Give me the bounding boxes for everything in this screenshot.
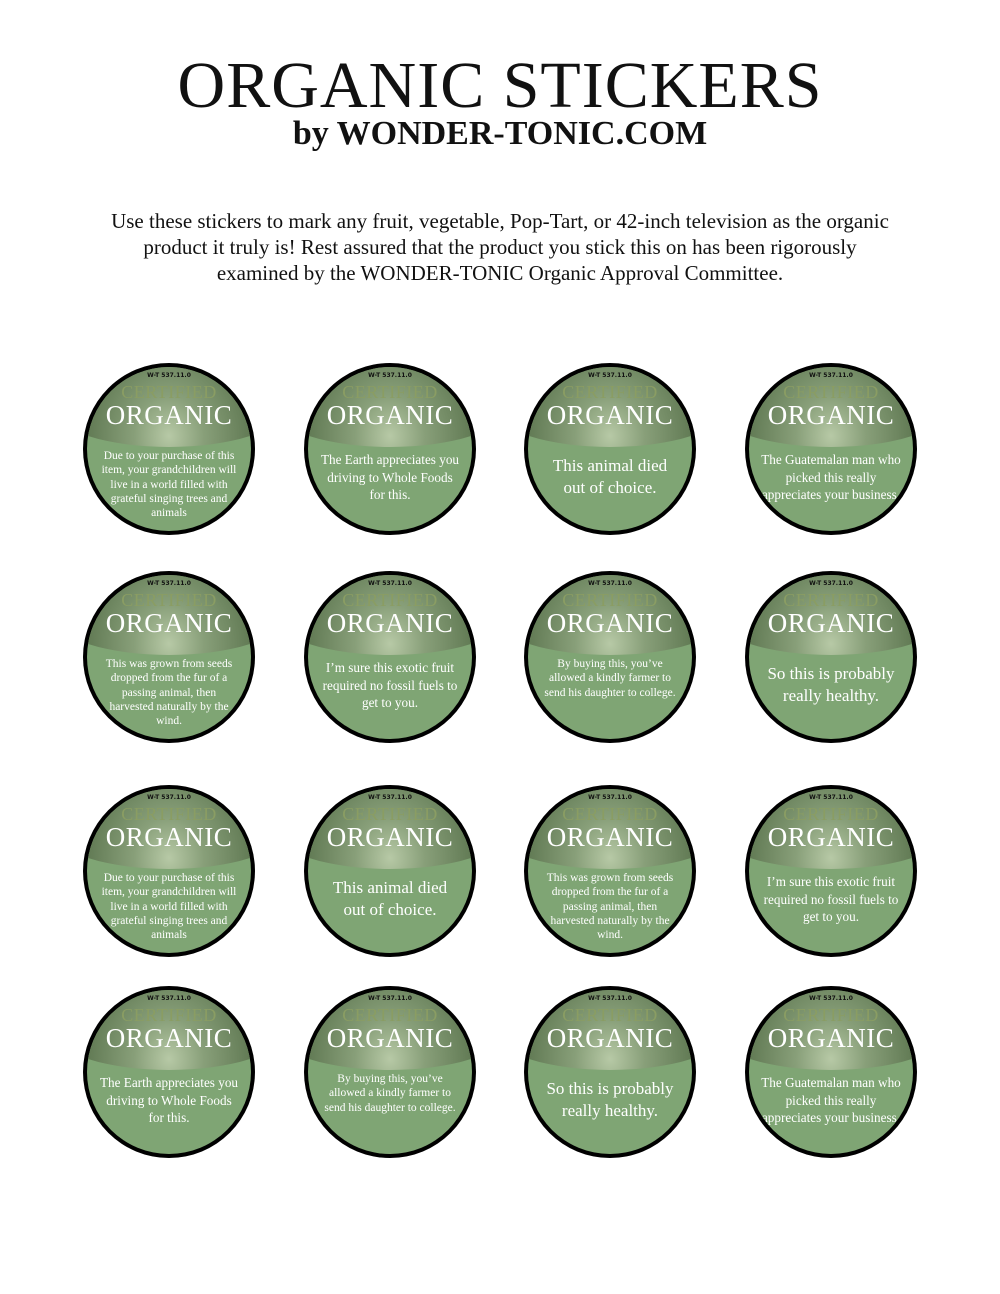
sticker-code: W-T 537.11.0 — [588, 580, 632, 587]
sticker — [524, 363, 696, 535]
sticker-certified: CERTIFIED — [783, 1005, 879, 1025]
sticker-message: This animal died out of choice. — [552, 456, 668, 497]
sticker-certified: CERTIFIED — [783, 590, 879, 610]
sticker-certified: CERTIFIED — [121, 382, 217, 402]
sticker — [83, 986, 255, 1158]
sticker-certified: CERTIFIED — [783, 382, 879, 402]
sticker-code: W-T 537.11.0 — [809, 794, 853, 801]
sticker-code: W-T 537.11.0 — [147, 995, 191, 1002]
sticker-message: Due to your purchase of this item, your grandchildren will live in a world filled with grateful singing trees and animals — [101, 872, 237, 942]
sticker-organic: ORGANIC — [546, 822, 674, 852]
sticker-organic: ORGANIC — [767, 400, 895, 430]
sticker-certified: CERTIFIED — [121, 804, 217, 824]
sticker — [83, 363, 255, 535]
sticker-code: W-T 537.11.0 — [368, 995, 412, 1002]
sticker-code: W-T 537.11.0 — [809, 995, 853, 1002]
sticker-code: W-T 537.11.0 — [147, 372, 191, 379]
sticker-certified: CERTIFIED — [562, 804, 658, 824]
sticker-code: W-T 537.11.0 — [588, 372, 632, 379]
page-subtitle: by WONDER-TONIC.COM — [292, 115, 708, 152]
sticker-code: W-T 537.11.0 — [588, 995, 632, 1002]
sticker-code: W-T 537.11.0 — [809, 372, 853, 379]
sticker-organic: ORGANIC — [546, 608, 674, 638]
sticker — [524, 785, 696, 957]
sticker — [745, 785, 917, 957]
sticker-message: The Earth appreciates you driving to Whole Foods for this. — [99, 1075, 239, 1125]
sticker-organic: ORGANIC — [326, 822, 454, 852]
sticker-certified: CERTIFIED — [342, 590, 438, 610]
sticker-message: This was grown from seeds dropped from the fur of a passing animal, then harvested naturally by the wind. — [105, 658, 233, 728]
sticker-message: This animal died out of choice. — [332, 878, 448, 919]
sticker-code: W-T 537.11.0 — [368, 372, 412, 379]
sticker-message: The Guatemalan man who picked this really appreciates your business. — [761, 1075, 901, 1125]
sticker-code: W-T 537.11.0 — [809, 580, 853, 587]
sticker-message: So this is probably really healthy. — [546, 1079, 674, 1120]
sticker-organic: ORGANIC — [767, 822, 895, 852]
sticker-organic: ORGANIC — [546, 1023, 674, 1053]
page-title: ORGANIC STICKERS — [177, 49, 823, 122]
sticker-organic: ORGANIC — [105, 608, 233, 638]
sticker — [83, 785, 255, 957]
sticker — [524, 571, 696, 743]
sticker-certified: CERTIFIED — [562, 1005, 658, 1025]
sticker-organic: ORGANIC — [105, 400, 233, 430]
sticker-organic: ORGANIC — [767, 1023, 895, 1053]
sticker-message: By buying this, you’ve allowed a kindly farmer to send his daughter to college. — [324, 1073, 456, 1114]
sticker-certified: CERTIFIED — [783, 804, 879, 824]
sticker-message: I’m sure this exotic fruit required no fossil fuels to get to you. — [763, 874, 899, 924]
sticker — [745, 986, 917, 1158]
sticker-organic: ORGANIC — [105, 822, 233, 852]
sticker-certified: CERTIFIED — [121, 590, 217, 610]
sticker-organic: ORGANIC — [546, 400, 674, 430]
sticker-certified: CERTIFIED — [342, 382, 438, 402]
sticker-certified: CERTIFIED — [342, 1005, 438, 1025]
sticker-message: Due to your purchase of this item, your grandchildren will live in a world filled with grateful singing trees and animals — [101, 450, 237, 520]
sticker-organic: ORGANIC — [326, 400, 454, 430]
sticker — [745, 571, 917, 743]
sticker-organic: ORGANIC — [326, 1023, 454, 1053]
sticker — [304, 571, 476, 743]
sticker-certified: CERTIFIED — [342, 804, 438, 824]
sticker-certified: CERTIFIED — [562, 590, 658, 610]
sticker — [304, 986, 476, 1158]
sticker-code: W-T 537.11.0 — [368, 794, 412, 801]
sticker-message: This was grown from seeds dropped from the fur of a passing animal, then harvested naturally by the wind. — [546, 872, 674, 942]
sticker-certified: CERTIFIED — [562, 382, 658, 402]
sticker-code: W-T 537.11.0 — [147, 580, 191, 587]
sticker-message: The Earth appreciates you driving to Whole Foods for this. — [320, 452, 460, 502]
sticker — [304, 363, 476, 535]
sticker-organic: ORGANIC — [767, 608, 895, 638]
sticker-message: So this is probably really healthy. — [767, 664, 895, 705]
sticker-message: The Guatemalan man who picked this really appreciates your business. — [761, 452, 901, 502]
sticker — [304, 785, 476, 957]
sticker-message: I’m sure this exotic fruit required no fossil fuels to get to you. — [322, 660, 458, 710]
sticker — [745, 363, 917, 535]
sticker — [83, 571, 255, 743]
sticker — [524, 986, 696, 1158]
sticker-code: W-T 537.11.0 — [368, 580, 412, 587]
sticker-code: W-T 537.11.0 — [147, 794, 191, 801]
sticker-organic: ORGANIC — [105, 1023, 233, 1053]
sticker-certified: CERTIFIED — [121, 1005, 217, 1025]
sticker-organic: ORGANIC — [326, 608, 454, 638]
sticker-message: By buying this, you’ve allowed a kindly farmer to send his daughter to college. — [544, 658, 676, 699]
sticker-code: W-T 537.11.0 — [588, 794, 632, 801]
intro-paragraph: Use these stickers to mark any fruit, vegetable, Pop-Tart, or 42-inch television as the organic product it truly is! Rest assured that the product you stick this on has been rigorously examined by the WONDER-TONIC Organic Approval Committee. — [111, 209, 889, 285]
